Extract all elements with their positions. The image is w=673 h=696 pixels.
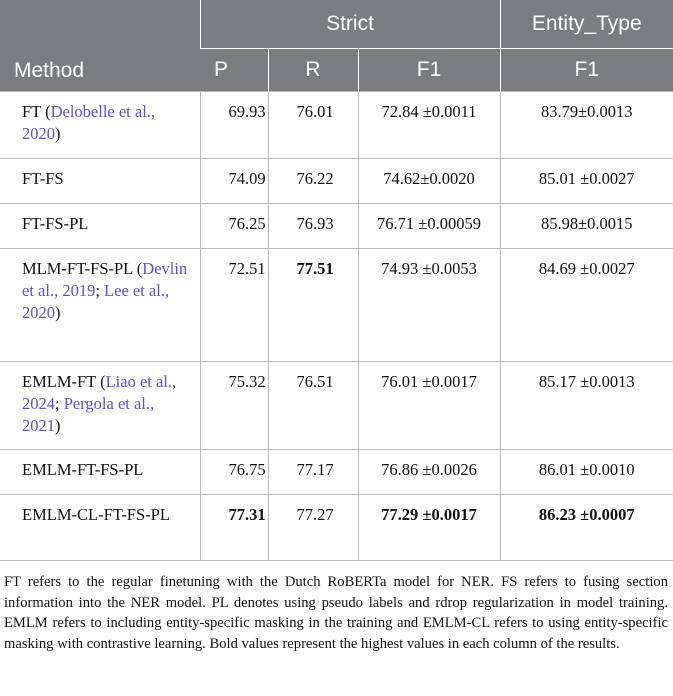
method-cell: [0, 495, 200, 561]
recall-cell-best: 77.51: [268, 249, 358, 362]
entity-f1-header: F1: [500, 49, 673, 92]
method-cell: MLM-FT-FS-PL (Devlin et al., 2019; Lee et al., 2020): [0, 249, 200, 362]
citation-link[interactable]: Pergola et al., 2021: [22, 394, 155, 435]
citation-separator: ;: [55, 394, 64, 413]
recall-cell: 76.93: [268, 204, 358, 249]
f1-cell: 76.01 ±0.0017: [358, 362, 500, 450]
recall-cell: 76.22: [268, 159, 358, 204]
method-name: MLM-FT-FS-PL: [22, 259, 133, 278]
entity-f1-cell: 83.79±0.0013: [500, 92, 673, 159]
f1-cell: 72.84 ±0.0011: [358, 92, 500, 159]
precision-cell-best: 77.31: [200, 495, 268, 561]
recall-cell: 77.27: [268, 495, 358, 561]
method-cell: EMLM-FT (Liao et al., 2024; Pergola et al., 2021): [0, 362, 200, 450]
citation-separator: ;: [95, 281, 105, 300]
table-row: [0, 92, 673, 159]
table-footnote: FT refers to the regular finetuning with the Dutch RoBERTa model for NER. FS refers to fusing section information into the NER model. PL denotes using pseudo labels and rdrop regularization in model training. EMLM refers to including entity-specific masking in the training and EMLM-CL refers to using entity-specific masking with contrastive learning. Bold values represent the highest values in each column of the results.: [4, 574, 668, 652]
entity-f1-cell: 86.01 ±0.0010: [500, 450, 673, 495]
strict-group-header: Strict: [200, 0, 500, 49]
f1-cell-best: 77.29 ±0.0017: [358, 495, 500, 561]
entity-f1-cell: 85.98±0.0015: [500, 204, 673, 249]
precision-cell: 75.32: [200, 362, 268, 450]
method-name: EMLM-FT: [22, 372, 96, 391]
precision-cell: 72.51: [200, 249, 268, 362]
recall-cell: 76.51: [268, 362, 358, 450]
f1-cell: 76.71 ±0.00059: [358, 204, 500, 249]
table-row: [0, 362, 673, 450]
entity-type-group-header: Entity_Type: [500, 0, 673, 49]
method-cell: FT (Delobelle et al., 2020): [0, 92, 200, 159]
header-row-groups: [0, 0, 673, 49]
method-cell: [0, 204, 200, 249]
f1-cell: 74.93 ±0.0053: [358, 249, 500, 362]
f1-header: F1: [358, 49, 500, 92]
table-row: [0, 249, 673, 362]
method-name: FT-FS-PL: [22, 214, 89, 233]
method-name: EMLM-CL-FT-FS-PL: [22, 505, 170, 524]
table-row: [0, 159, 673, 204]
f1-cell: 74.62±0.0020: [358, 159, 500, 204]
entity-f1-cell-best: 86.23 ±0.0007: [500, 495, 673, 561]
method-name: EMLM-FT-FS-PL: [22, 460, 144, 479]
table-row: [0, 495, 673, 561]
citation-link[interactable]: Lee et al., 2020: [22, 281, 170, 322]
precision-header: P: [200, 49, 268, 92]
citation-link[interactable]: Liao et al., 2024: [22, 372, 177, 413]
precision-cell: 69.93: [200, 92, 268, 159]
method-header: Method: [0, 0, 200, 92]
entity-f1-cell: 85.01 ±0.0027: [500, 159, 673, 204]
method-cell: [0, 159, 200, 204]
entity-f1-cell: 84.69 ±0.0027: [500, 249, 673, 362]
precision-cell: 76.25: [200, 204, 268, 249]
precision-cell: 74.09: [200, 159, 268, 204]
method-name: FT: [22, 102, 41, 121]
entity-f1-cell: 85.17 ±0.0013: [500, 362, 673, 450]
table-row: [0, 450, 673, 495]
recall-cell: 77.17: [268, 450, 358, 495]
citation-link[interactable]: Delobelle et al., 2020: [22, 102, 156, 143]
recall-cell: 76.01: [268, 92, 358, 159]
method-cell: [0, 450, 200, 495]
method-name: FT-FS: [22, 169, 64, 188]
citation-link[interactable]: Devlin et al., 2019: [22, 259, 188, 300]
recall-header: R: [268, 49, 358, 92]
precision-cell: 76.75: [200, 450, 268, 495]
table-row: [0, 204, 673, 249]
f1-cell: 76.86 ±0.0026: [358, 450, 500, 495]
